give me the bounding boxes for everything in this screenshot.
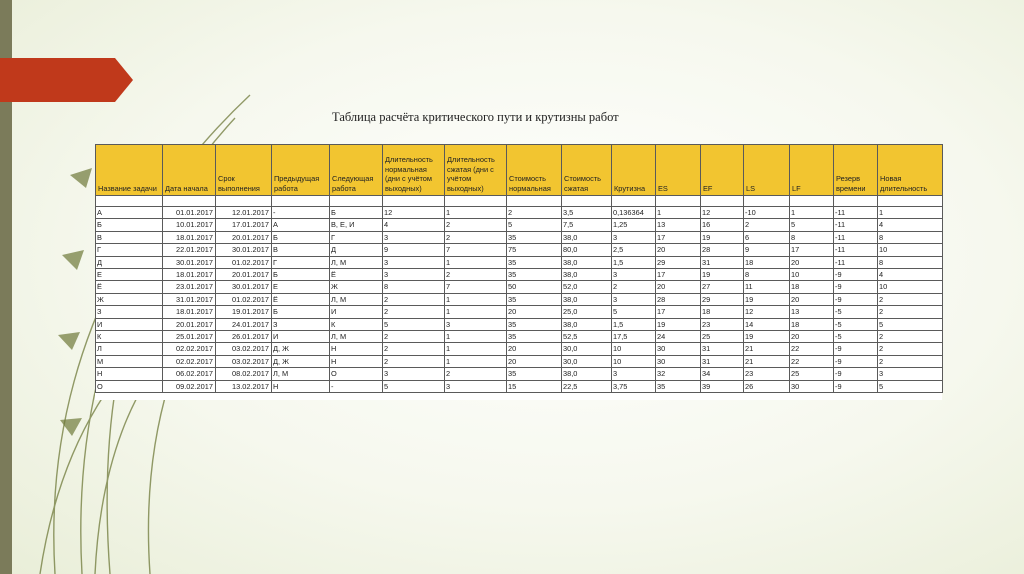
table-cell: К — [96, 331, 163, 343]
table-cell: Д, Ж — [272, 343, 330, 355]
table-cell: 2 — [445, 231, 507, 243]
column-header: Дата начала — [163, 145, 216, 196]
table-cell: 02.02.2017 — [163, 343, 216, 355]
table-cell: 4 — [878, 219, 943, 231]
table-cell: 10.01.2017 — [163, 219, 216, 231]
table-cell: 13 — [790, 306, 834, 318]
table-cell: 20 — [656, 281, 701, 293]
table-cell: 2 — [878, 331, 943, 343]
table-cell: 01.01.2017 — [163, 207, 216, 219]
table-cell: -9 — [834, 293, 878, 305]
table-cell: 13 — [656, 219, 701, 231]
table-cell: -5 — [834, 306, 878, 318]
table-cell: 24 — [656, 331, 701, 343]
table-cell: 08.02.2017 — [216, 368, 272, 380]
table-cell: 2 — [744, 219, 790, 231]
table-cell — [330, 196, 383, 207]
table-cell — [383, 196, 445, 207]
table-cell: В — [272, 244, 330, 256]
column-header: LS — [744, 145, 790, 196]
table-cell: Л, М — [330, 256, 383, 268]
table-cell: Б — [272, 269, 330, 281]
table-cell: Л, М — [272, 368, 330, 380]
table-cell: 30.01.2017 — [163, 256, 216, 268]
table-cell: Н — [272, 380, 330, 392]
table-cell — [562, 196, 612, 207]
table-cell: Е — [96, 269, 163, 281]
table-cell: 2 — [445, 219, 507, 231]
table-cell — [445, 196, 507, 207]
table-row — [96, 368, 943, 380]
table-cell: Г — [272, 256, 330, 268]
table-cell: 3 — [383, 256, 445, 268]
table-cell: Ж — [96, 293, 163, 305]
table-cell: 1 — [656, 207, 701, 219]
table-row — [96, 281, 943, 293]
table-cell: 3 — [878, 368, 943, 380]
table-cell: 1,5 — [612, 318, 656, 330]
column-header: Предыдущая работа — [272, 145, 330, 196]
table-cell: 5 — [383, 318, 445, 330]
table-cell: 1 — [445, 306, 507, 318]
column-header: Крутизна — [612, 145, 656, 196]
table-cell: Н — [330, 355, 383, 367]
table-cell: 1 — [445, 331, 507, 343]
table-cell: -9 — [834, 281, 878, 293]
table-cell: 20.01.2017 — [163, 318, 216, 330]
table-cell: 20 — [507, 343, 562, 355]
table-cell: 35 — [507, 231, 562, 243]
table-cell: 18 — [790, 281, 834, 293]
table-cell: 1 — [878, 207, 943, 219]
table-cell: 5 — [878, 380, 943, 392]
column-header: Название задачи — [96, 145, 163, 196]
table-cell: 1 — [445, 293, 507, 305]
column-header: Длительность нормальная (дни с учётом выходных) — [383, 145, 445, 196]
table-cell: 30 — [790, 380, 834, 392]
table-cell: 3 — [612, 368, 656, 380]
table-cell: 2 — [383, 306, 445, 318]
table-cell: 8 — [878, 231, 943, 243]
table-cell: 03.02.2017 — [216, 343, 272, 355]
table-cell: 19 — [744, 293, 790, 305]
table-cell: 31 — [701, 355, 744, 367]
table-cell: 29 — [701, 293, 744, 305]
table-cell: 1,25 — [612, 219, 656, 231]
table-cell: В — [96, 231, 163, 243]
table-cell: 75 — [507, 244, 562, 256]
table-cell: 29 — [656, 256, 701, 268]
table-cell: -11 — [834, 207, 878, 219]
table-cell: 2 — [507, 207, 562, 219]
column-header: Новая длительность — [878, 145, 943, 196]
table-cell: 2 — [383, 355, 445, 367]
critical-path-table — [95, 144, 943, 393]
table-cell — [612, 196, 656, 207]
table-cell: 12 — [701, 207, 744, 219]
table-cell: 39 — [701, 380, 744, 392]
table-cell: -9 — [834, 355, 878, 367]
table-cell: 3 — [383, 269, 445, 281]
table-cell: 25,0 — [562, 306, 612, 318]
table-row — [96, 231, 943, 243]
table-cell: 6 — [744, 231, 790, 243]
table-cell: 17.01.2017 — [216, 219, 272, 231]
table-cell: 52,5 — [562, 331, 612, 343]
blank-row — [96, 196, 943, 207]
table-cell: -9 — [834, 368, 878, 380]
table-cell: 12 — [744, 306, 790, 318]
table-cell: 5 — [507, 219, 562, 231]
table-cell: Л, М — [330, 331, 383, 343]
table-cell: -11 — [834, 244, 878, 256]
column-header: EF — [701, 145, 744, 196]
table-cell: 22,5 — [562, 380, 612, 392]
table-cell: 22 — [790, 343, 834, 355]
table-cell: 14 — [744, 318, 790, 330]
column-header: Следующая работа — [330, 145, 383, 196]
table-cell: 17 — [790, 244, 834, 256]
table-cell: 8 — [744, 269, 790, 281]
table-cell: 38,0 — [562, 293, 612, 305]
table-cell: 3 — [445, 318, 507, 330]
table-cell: 5 — [383, 380, 445, 392]
table-cell: 35 — [507, 318, 562, 330]
table-cell: О — [330, 368, 383, 380]
table-cell — [272, 196, 330, 207]
table-cell: 3 — [612, 269, 656, 281]
table-cell: -9 — [834, 380, 878, 392]
table-cell: 19 — [701, 231, 744, 243]
column-header: Длительность сжатая (дни с учётом выходных) — [445, 145, 507, 196]
table-cell: 31.01.2017 — [163, 293, 216, 305]
table-cell: О — [96, 380, 163, 392]
table-cell: 21 — [744, 355, 790, 367]
table-cell — [701, 196, 744, 207]
table-cell: 25.01.2017 — [163, 331, 216, 343]
table-cell: 7 — [445, 281, 507, 293]
table-cell: 23 — [744, 368, 790, 380]
table-cell: 18 — [744, 256, 790, 268]
table-row — [96, 318, 943, 330]
column-header: Стоимость сжатая — [562, 145, 612, 196]
table-cell: 2 — [612, 281, 656, 293]
table-cell: 25 — [790, 368, 834, 380]
column-header: Срок выполнения — [216, 145, 272, 196]
table-cell: 10 — [790, 269, 834, 281]
table-cell: 2 — [878, 293, 943, 305]
table-cell: Н — [96, 368, 163, 380]
table-cell: 4 — [878, 269, 943, 281]
table-row — [96, 269, 943, 281]
table-cell: И — [330, 306, 383, 318]
table-cell: 19 — [744, 331, 790, 343]
table-cell: А — [96, 207, 163, 219]
table-cell: 2 — [445, 269, 507, 281]
table-cell: 24.01.2017 — [216, 318, 272, 330]
table-cell: Д, Ж — [272, 355, 330, 367]
table-row — [96, 355, 943, 367]
table-cell: 12.01.2017 — [216, 207, 272, 219]
table-cell: 1 — [445, 207, 507, 219]
table-cell: 32 — [656, 368, 701, 380]
table-cell: 30,0 — [562, 343, 612, 355]
table-cell: 26.01.2017 — [216, 331, 272, 343]
table-cell: -10 — [744, 207, 790, 219]
table-cell: 52,0 — [562, 281, 612, 293]
column-header: LF — [790, 145, 834, 196]
table-cell: 34 — [701, 368, 744, 380]
table-cell: 30 — [656, 343, 701, 355]
table-cell: 0,136364 — [612, 207, 656, 219]
table-row — [96, 207, 943, 219]
table-cell: 3 — [612, 293, 656, 305]
table-cell: -5 — [834, 318, 878, 330]
table-cell: 11 — [744, 281, 790, 293]
table-cell: 31 — [701, 256, 744, 268]
table-cell: 3 — [383, 231, 445, 243]
table-cell: 18.01.2017 — [163, 306, 216, 318]
table-cell: 17 — [656, 269, 701, 281]
spreadsheet-area — [95, 144, 942, 400]
table-cell — [834, 196, 878, 207]
table-cell: 30.01.2017 — [216, 281, 272, 293]
table-cell: 38,0 — [562, 368, 612, 380]
table-cell: -11 — [834, 256, 878, 268]
table-cell: 28 — [656, 293, 701, 305]
table-cell: 50 — [507, 281, 562, 293]
table-cell: Б — [272, 306, 330, 318]
table-cell: 8 — [878, 256, 943, 268]
table-cell: 2 — [383, 343, 445, 355]
table-cell: Г — [96, 244, 163, 256]
table-row — [96, 331, 943, 343]
table-cell: 3,5 — [562, 207, 612, 219]
table-cell: 38,0 — [562, 269, 612, 281]
table-cell: 2 — [445, 368, 507, 380]
table-cell: 2 — [383, 293, 445, 305]
table-cell: 21 — [744, 343, 790, 355]
table-cell: 35 — [507, 331, 562, 343]
table-cell: -11 — [834, 219, 878, 231]
table-row — [96, 219, 943, 231]
table-cell: 8 — [383, 281, 445, 293]
table-cell: 4 — [383, 219, 445, 231]
table-cell: - — [272, 207, 330, 219]
table-row — [96, 343, 943, 355]
table-cell: 35 — [656, 380, 701, 392]
table-cell: 15 — [507, 380, 562, 392]
table-cell: 20.01.2017 — [216, 231, 272, 243]
table-cell: 5 — [612, 306, 656, 318]
table-cell: 2 — [878, 306, 943, 318]
table-cell: 03.02.2017 — [216, 355, 272, 367]
table-cell: 35 — [507, 256, 562, 268]
table-cell: 35 — [507, 368, 562, 380]
table-cell: Н — [330, 343, 383, 355]
table-cell: 20 — [507, 306, 562, 318]
column-header: ES — [656, 145, 701, 196]
table-cell — [96, 196, 163, 207]
table-cell: 31 — [701, 343, 744, 355]
table-cell: 01.02.2017 — [216, 293, 272, 305]
table-cell: 20 — [790, 256, 834, 268]
table-cell: -9 — [834, 269, 878, 281]
table-cell: 1 — [445, 343, 507, 355]
table-cell: 38,0 — [562, 256, 612, 268]
table-cell: 10 — [878, 244, 943, 256]
column-header: Стоимость нормальная — [507, 145, 562, 196]
table-cell: Ж — [330, 281, 383, 293]
table-cell — [790, 196, 834, 207]
table-cell: И — [272, 331, 330, 343]
table-cell: 18 — [790, 318, 834, 330]
table-cell: 25 — [701, 331, 744, 343]
table-cell: -5 — [834, 331, 878, 343]
red-accent-tab — [0, 58, 133, 102]
table-cell: 3,75 — [612, 380, 656, 392]
table-cell: Б — [330, 207, 383, 219]
table-cell: 1,5 — [612, 256, 656, 268]
table-cell: 12 — [383, 207, 445, 219]
table-cell: 30 — [656, 355, 701, 367]
table-cell: 7 — [445, 244, 507, 256]
page-title: Таблица расчёта критического пути и крутизны работ — [332, 110, 619, 124]
table-cell: А — [272, 219, 330, 231]
table-cell — [507, 196, 562, 207]
table-cell: 10 — [878, 281, 943, 293]
table-cell: 18.01.2017 — [163, 269, 216, 281]
table-cell: 19 — [701, 269, 744, 281]
table-cell: 19.01.2017 — [216, 306, 272, 318]
table-cell: 23 — [701, 318, 744, 330]
table-cell: 3 — [383, 368, 445, 380]
table-header-row — [96, 145, 943, 196]
table-cell: 35 — [507, 269, 562, 281]
table-cell: 1 — [445, 256, 507, 268]
table-cell: З — [96, 306, 163, 318]
table-cell: 27 — [701, 281, 744, 293]
column-header: Резерв времени — [834, 145, 878, 196]
table-cell — [656, 196, 701, 207]
table-cell: Ё — [272, 293, 330, 305]
table-cell: 17 — [656, 231, 701, 243]
table-cell — [878, 196, 943, 207]
table-cell: В, Е, И — [330, 219, 383, 231]
table-cell: 22 — [790, 355, 834, 367]
table-cell: 9 — [383, 244, 445, 256]
table-row — [96, 256, 943, 268]
table-cell: 20.01.2017 — [216, 269, 272, 281]
table-cell: 9 — [744, 244, 790, 256]
table-cell: Л — [96, 343, 163, 355]
table-cell: 17,5 — [612, 331, 656, 343]
table-cell: 35 — [507, 293, 562, 305]
table-cell: 02.02.2017 — [163, 355, 216, 367]
table-cell: 1 — [445, 355, 507, 367]
table-cell: 30.01.2017 — [216, 244, 272, 256]
table-cell: 8 — [790, 231, 834, 243]
table-cell: 19 — [656, 318, 701, 330]
table-cell — [163, 196, 216, 207]
table-cell: 09.02.2017 — [163, 380, 216, 392]
table-cell: 18 — [701, 306, 744, 318]
table-cell: 30,0 — [562, 355, 612, 367]
table-cell: Д — [330, 244, 383, 256]
table-cell: 26 — [744, 380, 790, 392]
table-cell: Б — [96, 219, 163, 231]
table-cell: -9 — [834, 343, 878, 355]
table-cell: 38,0 — [562, 318, 612, 330]
table-cell: 20 — [507, 355, 562, 367]
table-cell: Л, М — [330, 293, 383, 305]
table-cell: 3 — [445, 380, 507, 392]
table-cell: Д — [96, 256, 163, 268]
table-cell: 2 — [878, 343, 943, 355]
table-cell: 7,5 — [562, 219, 612, 231]
table-cell: 28 — [701, 244, 744, 256]
table-cell: - — [330, 380, 383, 392]
table-cell: 13.02.2017 — [216, 380, 272, 392]
table-cell: -11 — [834, 231, 878, 243]
table-cell: К — [330, 318, 383, 330]
table-cell: Ё — [96, 281, 163, 293]
table-cell: 2 — [878, 355, 943, 367]
table-cell: 80,0 — [562, 244, 612, 256]
table-cell: 3 — [612, 231, 656, 243]
table-cell: 20 — [790, 293, 834, 305]
table-body — [96, 196, 943, 393]
table-cell: 10 — [612, 355, 656, 367]
table-cell: 5 — [878, 318, 943, 330]
table-cell: 17 — [656, 306, 701, 318]
table-cell: 01.02.2017 — [216, 256, 272, 268]
table-cell: 22.01.2017 — [163, 244, 216, 256]
table-cell: 16 — [701, 219, 744, 231]
table-cell: З — [272, 318, 330, 330]
table-row — [96, 380, 943, 392]
table-cell: 06.02.2017 — [163, 368, 216, 380]
table-cell: 20 — [790, 331, 834, 343]
table-cell: М — [96, 355, 163, 367]
table-row — [96, 306, 943, 318]
table-cell: И — [96, 318, 163, 330]
table-cell: 18.01.2017 — [163, 231, 216, 243]
table-row — [96, 293, 943, 305]
table-cell: 10 — [612, 343, 656, 355]
table-cell: 20 — [656, 244, 701, 256]
table-cell: 5 — [790, 219, 834, 231]
table-cell — [216, 196, 272, 207]
table-cell: 2,5 — [612, 244, 656, 256]
table-cell: Г — [330, 231, 383, 243]
table-cell: 2 — [383, 331, 445, 343]
table-row — [96, 244, 943, 256]
table-cell: Ё — [330, 269, 383, 281]
table-cell: 23.01.2017 — [163, 281, 216, 293]
table-cell: Б — [272, 231, 330, 243]
table-cell: Е — [272, 281, 330, 293]
table-cell: 1 — [790, 207, 834, 219]
table-cell — [744, 196, 790, 207]
table-cell: 38,0 — [562, 231, 612, 243]
